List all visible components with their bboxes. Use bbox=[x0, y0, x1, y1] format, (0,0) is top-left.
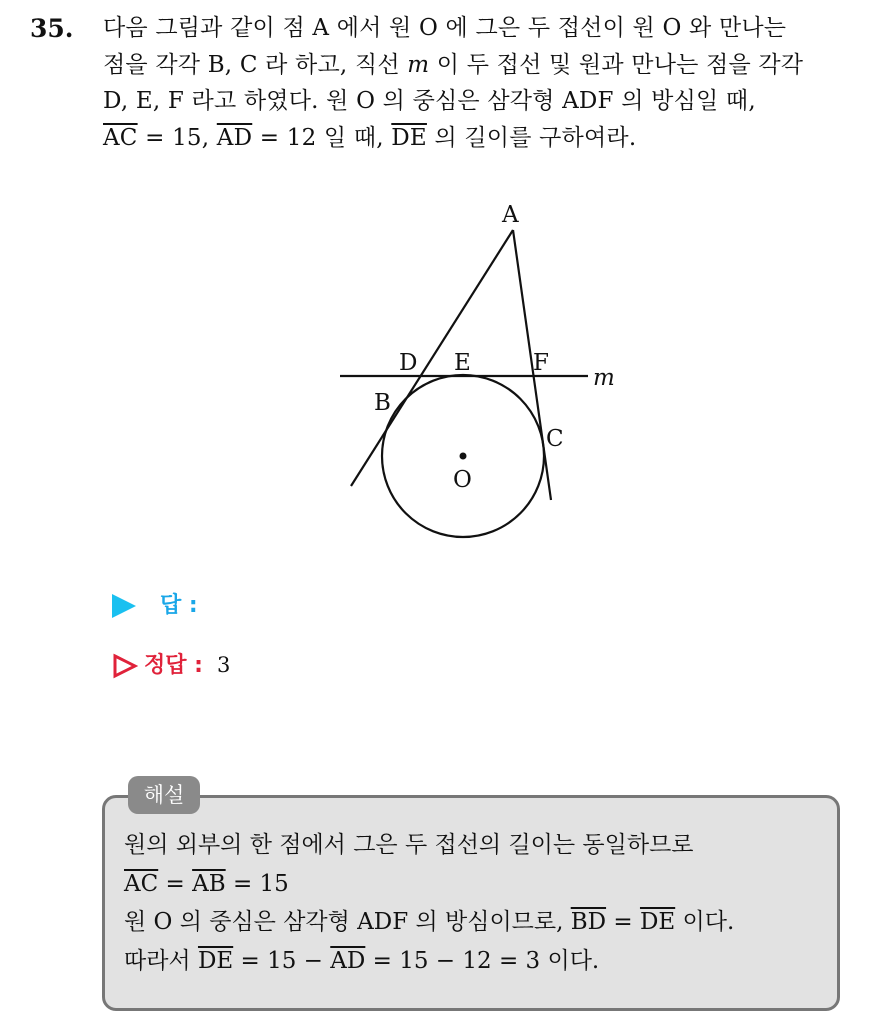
segment-ad: $\overline{AD}$ bbox=[216, 124, 253, 151]
explanation-line-3: 원 O 의 중심은 삼각형 ADF 의 방심이므로, $\overline{BD} = \overline{DE}$ 이다. bbox=[124, 909, 735, 935]
question-line-1: 다음 그림과 같이 점 A 에서 원 O 에 그은 두 접선이 원 O 와 만나는 bbox=[103, 15, 787, 41]
correct-answer-value: 3 bbox=[216, 653, 231, 677]
correct-answer-row bbox=[112, 648, 230, 679]
label-f: F bbox=[533, 350, 549, 376]
segment-ac: $\overline{AC}$ bbox=[103, 124, 138, 151]
center-point-o bbox=[460, 453, 467, 460]
outline-triangle-icon bbox=[112, 653, 138, 679]
label-o: O bbox=[453, 467, 472, 493]
question-number: 35. bbox=[30, 14, 74, 43]
explanation-line-4: 따라서 $\overline{DE} = 15 - \overline{AD} = 15 - 12 = 3$ 이다. bbox=[124, 947, 600, 974]
question-line-3: D, E, F 라고 하였다. 원 O 의 중심은 삼각형 ADF 의 방심일 때, bbox=[103, 88, 756, 114]
segment-de: $\overline{DE}$ bbox=[391, 124, 427, 151]
label-e: E bbox=[454, 350, 471, 376]
label-b: B bbox=[374, 390, 391, 416]
question-line-2: 점을 각각 B, C 라 하고, 직선 m 이 두 접선 및 원과 만나는 점을 각각 bbox=[103, 51, 804, 78]
correct-answer-label: 정답 : bbox=[144, 653, 203, 678]
label-m: m bbox=[593, 365, 615, 391]
explanation-line-2: $\overline{AC} = \overline{AB} = 15$ bbox=[124, 870, 289, 897]
tangent-line-ab bbox=[351, 230, 513, 486]
label-d: D bbox=[399, 350, 418, 376]
explanation-text bbox=[124, 826, 824, 980]
answer-row bbox=[112, 588, 198, 619]
label-c: C bbox=[546, 426, 564, 452]
line-m-var: m bbox=[407, 51, 430, 78]
play-triangle-icon bbox=[112, 594, 136, 618]
explanation-line-1: 원의 외부의 한 점에서 그은 두 접선의 길이는 동일하므로 bbox=[124, 832, 694, 858]
answer-label: 답 : bbox=[160, 593, 198, 618]
explanation-tag: 해설 bbox=[128, 776, 200, 814]
label-a: A bbox=[502, 202, 519, 228]
question-line-4: $\overline{AC} = 15$, $\overline{AD} = 12$ 일 때, $\overline{DE}$ 의 길이를 구하여라. bbox=[103, 124, 637, 151]
